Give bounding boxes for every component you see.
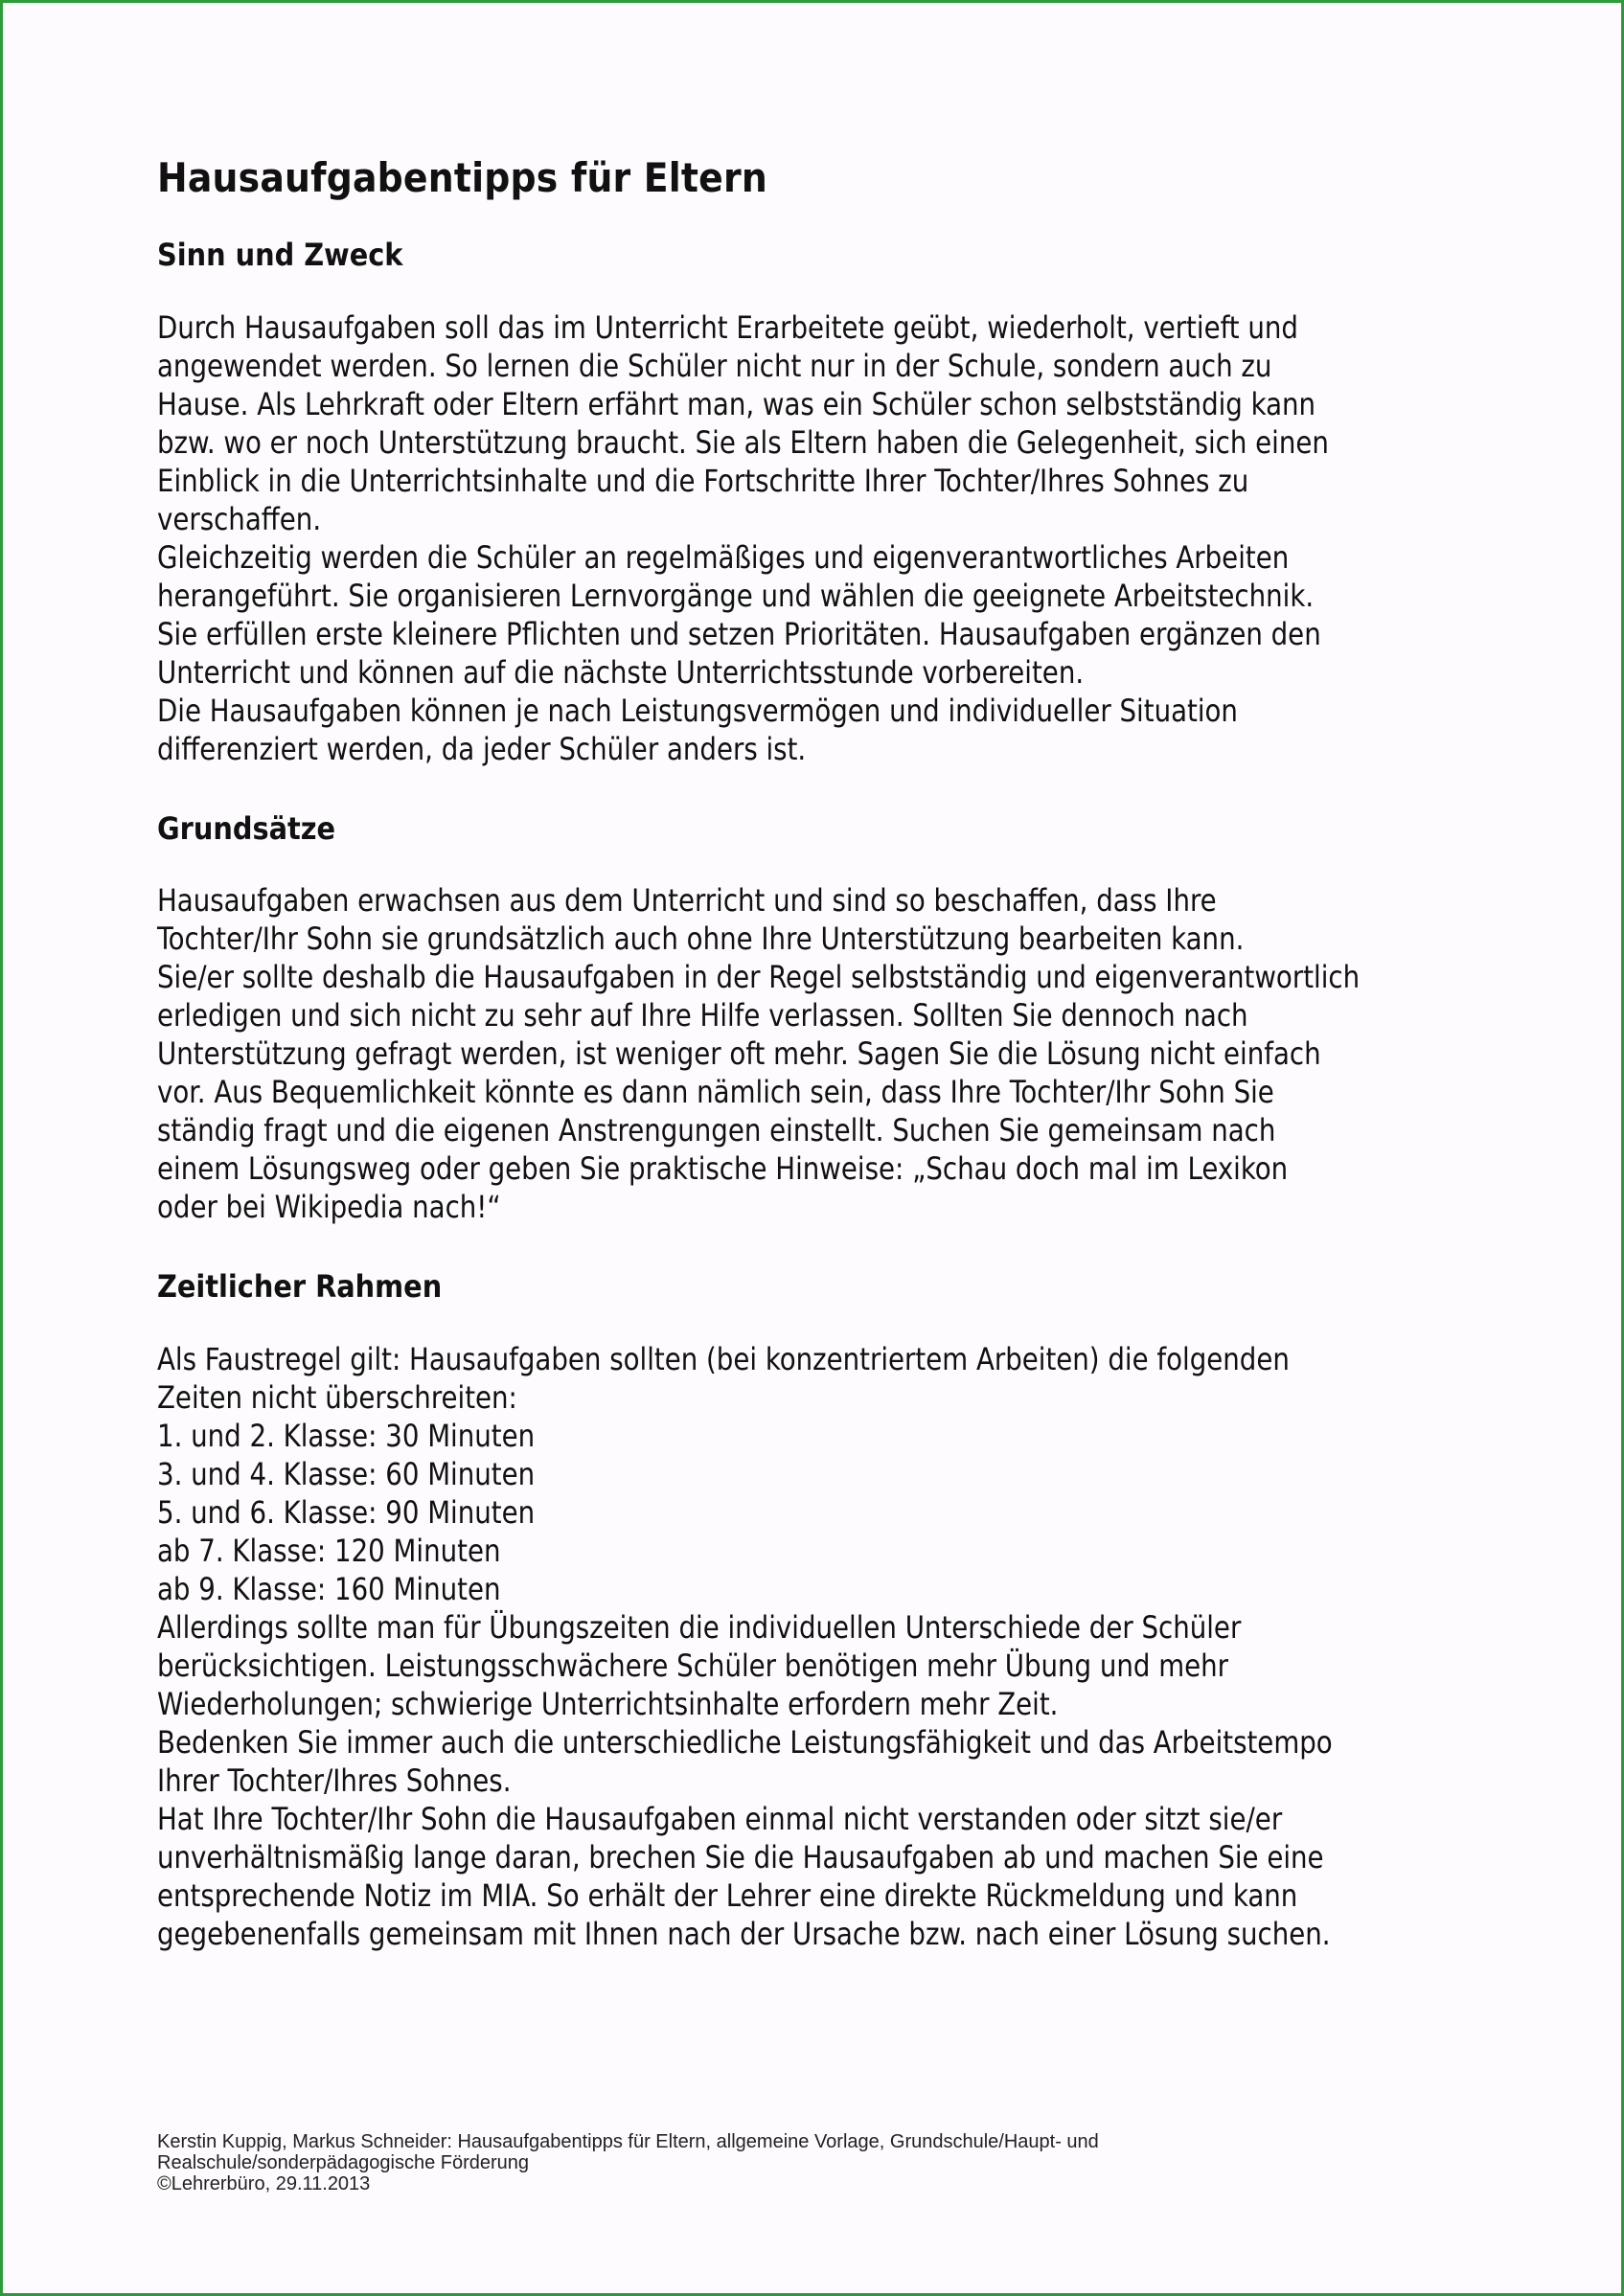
footer-line: Realschule/sonderpädagogische Förderung bbox=[157, 2152, 530, 2173]
list-item: 1. und 2. Klasse: 30 Minuten bbox=[157, 1417, 536, 1454]
text-line: einem Lösungsweg oder geben Sie praktische Hinweise: „Schau doch mal im Lexikon bbox=[157, 1150, 1289, 1188]
text-line: bzw. wo er noch Unterstützung braucht. Sie als Eltern haben die Gelegenheit, sich einen bbox=[157, 423, 1329, 461]
list-item: 3. und 4. Klasse: 60 Minuten bbox=[157, 1455, 536, 1492]
text-line: Ihrer Tochter/Ihres Sohnes. bbox=[157, 1762, 512, 1799]
document-content bbox=[157, 154, 1498, 1953]
list-item: 5. und 6. Klasse: 90 Minuten bbox=[157, 1493, 536, 1531]
text-line: Bedenken Sie immer auch die unterschiedliche Leistungsfähigkeit und das Arbeitstempo bbox=[157, 1723, 1333, 1761]
section-body-zeitlicher-rahmen bbox=[157, 1340, 1463, 1953]
text-line: Unterricht und können auf die nächste Unterrichtsstunde vorbereiten. bbox=[157, 653, 1085, 691]
text-line: Sie/er sollte deshalb die Hausaufgaben in der Regel selbstständig und eigenverantwortlich bbox=[157, 959, 1361, 996]
text-line: berücksichtigen. Leistungsschwächere Schüler benötigen mehr Übung und mehr bbox=[157, 1647, 1229, 1684]
list-item: ab 7. Klasse: 120 Minuten bbox=[157, 1532, 501, 1569]
text-line: angewendet werden. So lernen die Schüler nicht nur in der Schule, sondern auch zu bbox=[157, 347, 1272, 384]
text-line: Allerdings sollte man für Übungszeiten die individuellen Unterschiede der Schüler bbox=[157, 1608, 1242, 1646]
section-body-sinn-und-zweck bbox=[157, 308, 1463, 768]
text-line: Wiederholungen; schwierige Unterrichtsinhalte erfordern mehr Zeit. bbox=[157, 1685, 1059, 1722]
text-line: herangeführt. Sie organisieren Lernvorgänge und wählen die geeignete Arbeitstechnik. bbox=[157, 577, 1315, 614]
footer-line: ©Lehrerbüro, 29.11.2013 bbox=[157, 2173, 371, 2194]
text-line: vor. Aus Bequemlichkeit könnte es dann nämlich sein, dass Ihre Tochter/Ihr Sohn Sie bbox=[157, 1074, 1274, 1111]
text-line: unverhältnismäßig lange daran, brechen Sie die Hausaufgaben ab und machen Sie eine bbox=[157, 1838, 1324, 1875]
document-footer bbox=[157, 2131, 1307, 2194]
text-line: erledigen und sich nicht zu sehr auf Ihre Hilfe verlassen. Sollten Sie dennoch nach bbox=[157, 997, 1248, 1034]
text-line: Hat Ihre Tochter/Ihr Sohn die Hausaufgaben einmal nicht verstanden oder sitzt sie/er bbox=[157, 1800, 1283, 1837]
text-line: Hause. Als Lehrkraft oder Eltern erfährt man, was ein Schüler schon selbstständig kann bbox=[157, 385, 1316, 422]
footer-line: Kerstin Kuppig, Markus Schneider: Hausaufgabentipps für Eltern, allgemeine Vorlage, Grundschule/Haupt- und bbox=[157, 2131, 1099, 2152]
text-line: verschaffen. bbox=[157, 500, 322, 537]
section-heading-grundsaetze: Grundsätze bbox=[157, 809, 336, 847]
section-body-grundsaetze bbox=[157, 881, 1463, 1226]
text-line: differenziert werden, da jeder Schüler anders ist. bbox=[157, 730, 807, 767]
list-item: ab 9. Klasse: 160 Minuten bbox=[157, 1570, 501, 1607]
text-line: ständig fragt und die eigenen Anstrengungen einstellt. Suchen Sie gemeinsam nach bbox=[157, 1112, 1276, 1149]
text-line: Einblick in die Unterrichtsinhalte und die Fortschritte Ihrer Tochter/Ihres Sohnes zu bbox=[157, 462, 1249, 499]
text-line: Sie erfüllen erste kleinere Pflichten und setzen Prioritäten. Hausaufgaben ergänzen den bbox=[157, 615, 1321, 652]
section-heading-zeitlicher-rahmen: Zeitlicher Rahmen bbox=[157, 1268, 443, 1306]
text-line: oder bei Wikipedia nach!“ bbox=[157, 1189, 501, 1226]
section-heading-sinn-und-zweck: Sinn und Zweck bbox=[157, 237, 403, 274]
text-line: entsprechende Notiz im MIA. So erhält der Lehrer eine direkte Rückmeldung und kann bbox=[157, 1876, 1298, 1914]
text-line: Unterstützung gefragt werden, ist weniger oft mehr. Sagen Sie die Lösung nicht einfach bbox=[157, 1035, 1321, 1073]
text-line: Hausaufgaben erwachsen aus dem Unterricht und sind so beschaffen, dass Ihre bbox=[157, 882, 1217, 920]
document-title: Hausaufgabentipps für Eltern bbox=[157, 154, 767, 201]
text-line: gegebenenfalls gemeinsam mit Ihnen nach der Ursache bzw. nach einer Lösung suchen. bbox=[157, 1915, 1331, 1952]
text-line: Als Faustregel gilt: Hausaufgaben sollten (bei konzentriertem Arbeiten) die folgenden bbox=[157, 1340, 1290, 1377]
text-line: Tochter/Ihr Sohn sie grundsätzlich auch ohne Ihre Unterstützung bearbeiten kann. bbox=[157, 921, 1245, 958]
text-line: Zeiten nicht überschreiten: bbox=[157, 1378, 517, 1416]
text-line: Gleichzeitig werden die Schüler an regelmäßiges und eigenverantwortliches Arbeiten bbox=[157, 538, 1290, 576]
text-line: Durch Hausaufgaben soll das im Unterricht Erarbeitete geübt, wiederholt, vertieft und bbox=[157, 308, 1298, 346]
text-line: Die Hausaufgaben können je nach Leistungsvermögen und individueller Situation bbox=[157, 692, 1238, 729]
